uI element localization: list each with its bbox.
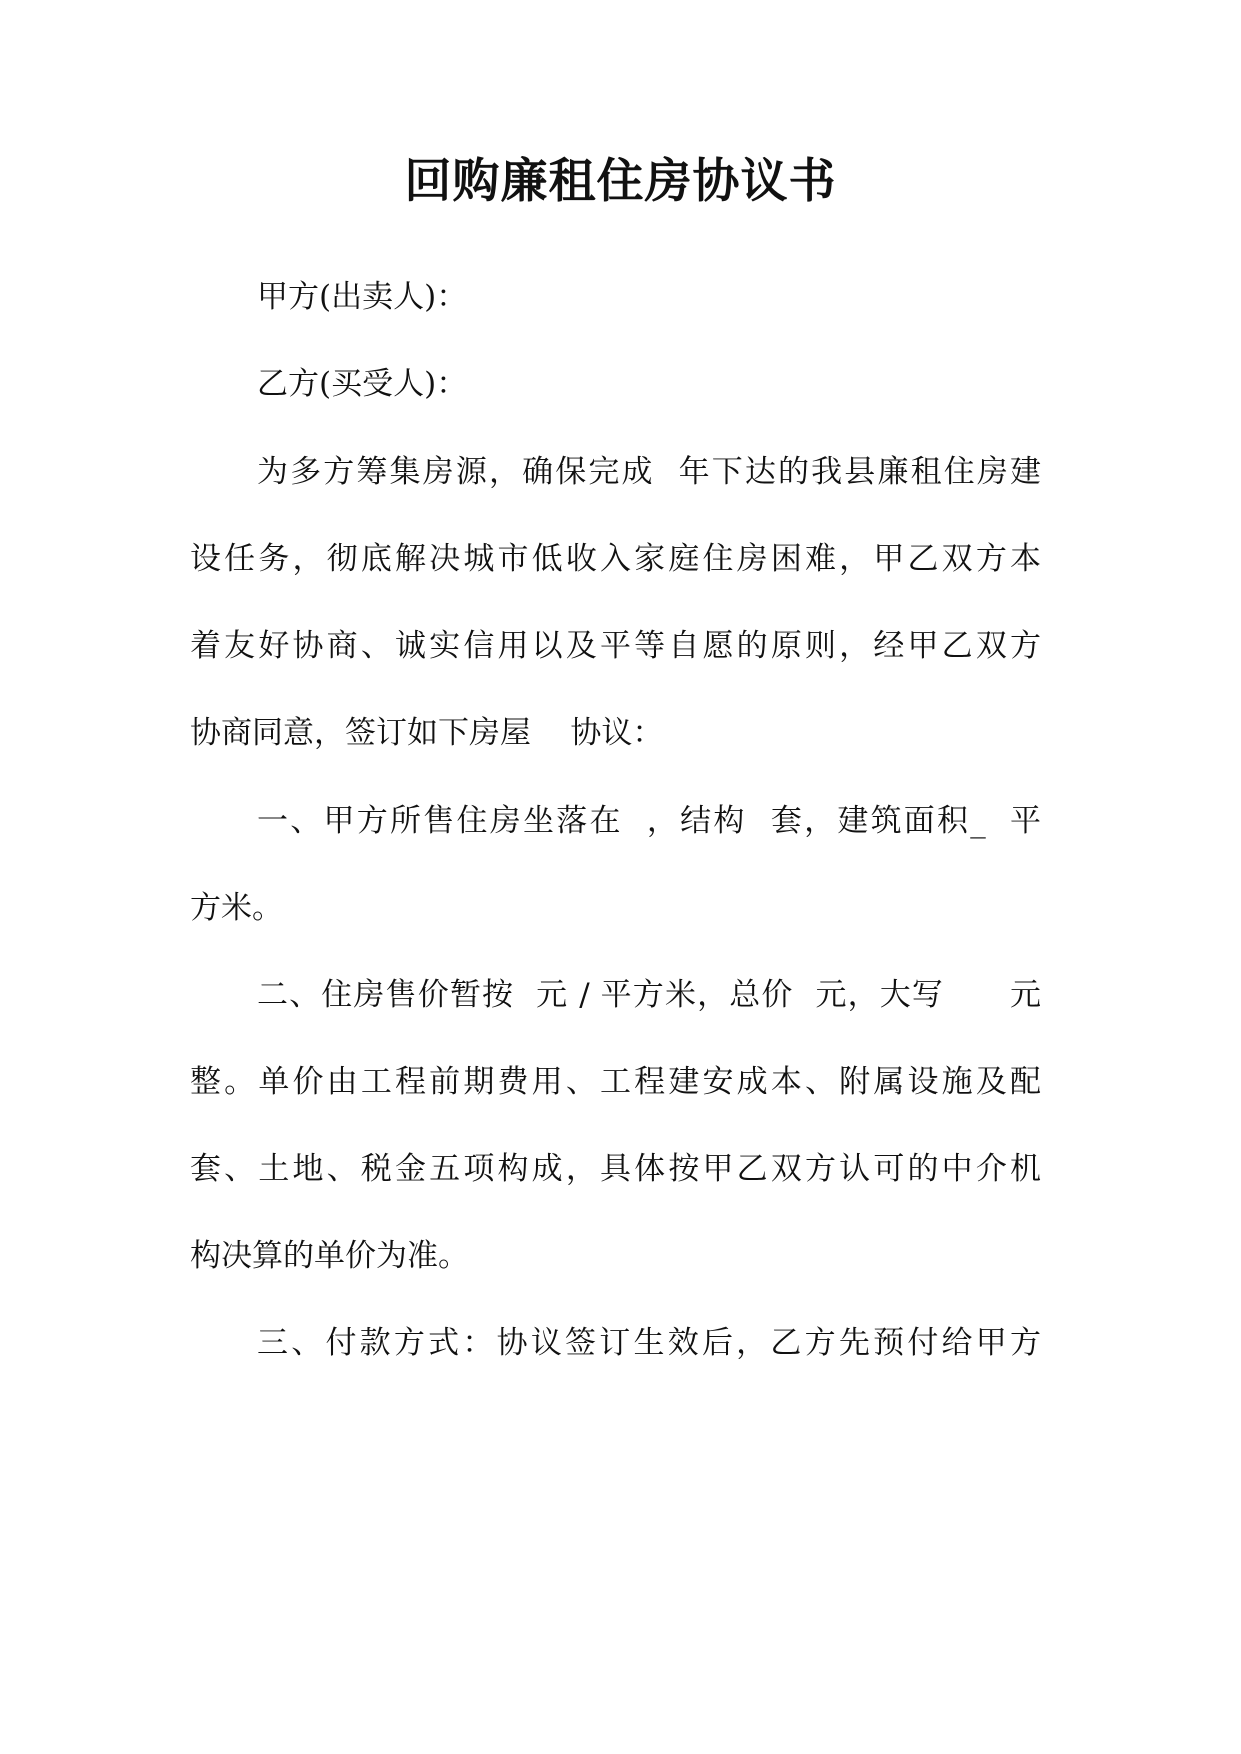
clause-1-line-2: 方米。 bbox=[190, 890, 283, 926]
party-a-line: 甲方(出卖人)： bbox=[257, 279, 468, 315]
clause-3-line-1: 三、付款方式：协议签订生效后，乙方先预付给甲方 bbox=[257, 1325, 1041, 1361]
intro-line-1: 为多方筹集房源，确保完成 年下达的我县廉租住房建 bbox=[257, 454, 1041, 490]
clause-2-line-3: 套、土地、税金五项构成，具体按甲乙双方认可的中介机 bbox=[190, 1151, 1041, 1187]
clause-2-line-2: 整。单价由工程前期费用、工程建安成本、附属设施及配 bbox=[190, 1064, 1041, 1100]
intro-line-2: 设任务，彻底解决城市低收入家庭住房困难，甲乙双方本 bbox=[190, 541, 1041, 577]
intro-line-4: 协商同意，签订如下房屋 协议： bbox=[190, 715, 664, 751]
document-title: 回购廉租住房协议书 bbox=[404, 154, 837, 209]
clause-2-line-4: 构决算的单价为准。 bbox=[190, 1238, 469, 1274]
clause-2-line-1: 二、住房售价暂按 元 / 平方米，总价 元，大写 元 bbox=[257, 977, 1041, 1013]
clause-1-line-1: 一、甲方所售住房坐落在 ，结构 套，建筑面积_ 平 bbox=[257, 803, 1041, 839]
intro-line-3: 着友好协商、诚实信用以及平等自愿的原则，经甲乙双方 bbox=[190, 628, 1041, 664]
party-b-line: 乙方(买受人)： bbox=[257, 366, 468, 402]
